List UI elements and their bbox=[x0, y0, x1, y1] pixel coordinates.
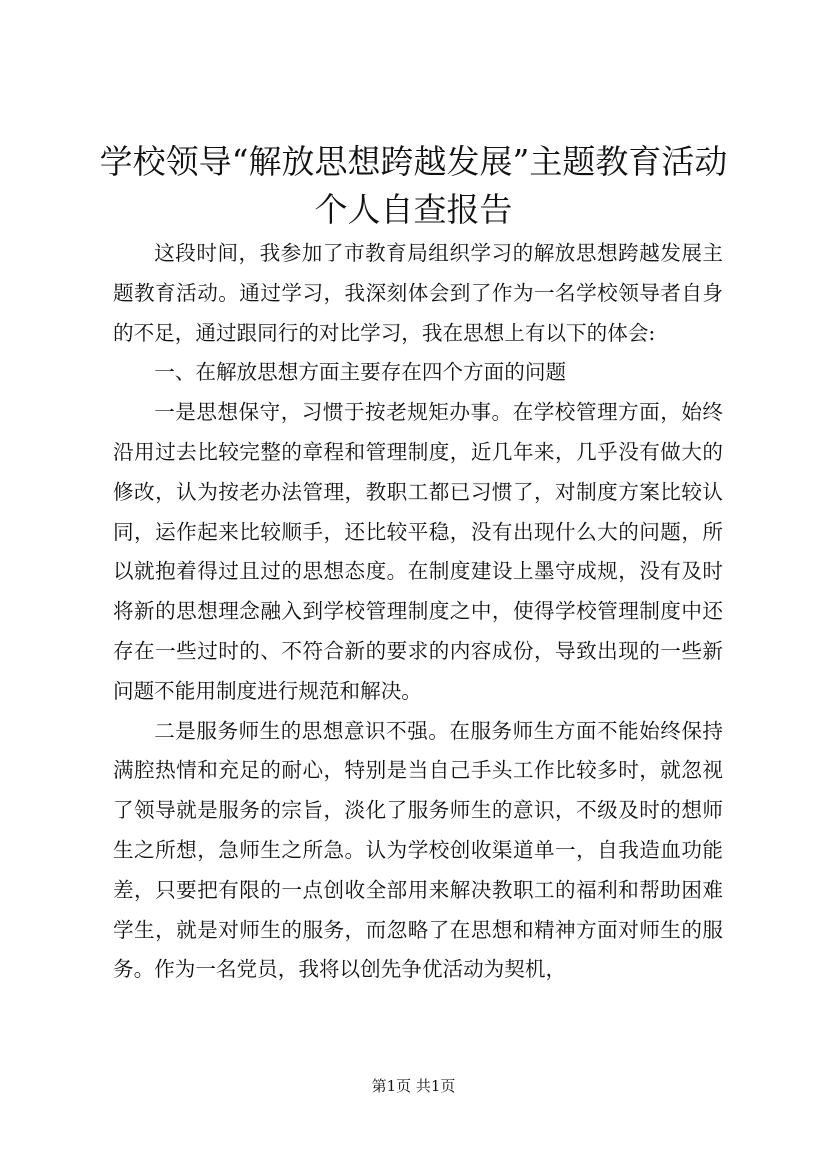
paragraph-point-2: 二是服务师生的思想意识不强。在服务师生方面不能始终保持满腔热情和充足的耐心，特别是当自己手头工作比较多时，就忽视了领导就是服务的宗旨，淡化了服务师生的意识，不级及时的想师生之所想，急师生之所急。认为学校创收渠道单一，自我造血功能差，只要把有限的一点创收全部用来解决教职工的福利和帮助困难学生，就是对师生的服务，而忽略了在思想和精神方面对师生的服务。作为一名党员，我将以创先争优活动为契机， bbox=[113, 718, 723, 982]
document-title-line-1: 学校领导“解放思想跨越发展”主题教育活动 bbox=[99, 142, 728, 181]
paragraph-intro: 这段时间，我参加了市教育局组织学习的解放思想跨越发展主题教育活动。通过学习，我深刻体会到了作为一名学校领导者自身的不足，通过跟同行的对比学习，我在思想上有以下的体会: bbox=[113, 241, 723, 345]
document-title-line-2: 个人自查报告 bbox=[314, 190, 513, 229]
paragraph-point-1: 一是思想保守，习惯于按老规矩办事。在学校管理方面，始终沿用过去比较完整的章程和管理制度，近几年来，几乎没有做大的修改，认为按老办法管理，教职工都已习惯了，对制度方案比较认同，运作起来比较顺手，还比较平稳，没有出现什么大的问题，所以就抱着得过且过的思想态度。在制度建设上墨守成规，没有及时将新的思想理念融入到学校管理制度之中，使得学校管理制度中还存在一些过时的、不符合新的要求的内容成份，导致出现的一些新问题不能用制度进行规范和解决。 bbox=[113, 400, 723, 703]
section-heading-1: 一、在解放思想方面主要存在四个方面的问题 bbox=[154, 360, 567, 385]
page-footer: 第1页 共1页 bbox=[371, 1077, 456, 1095]
document-body bbox=[113, 234, 723, 990]
